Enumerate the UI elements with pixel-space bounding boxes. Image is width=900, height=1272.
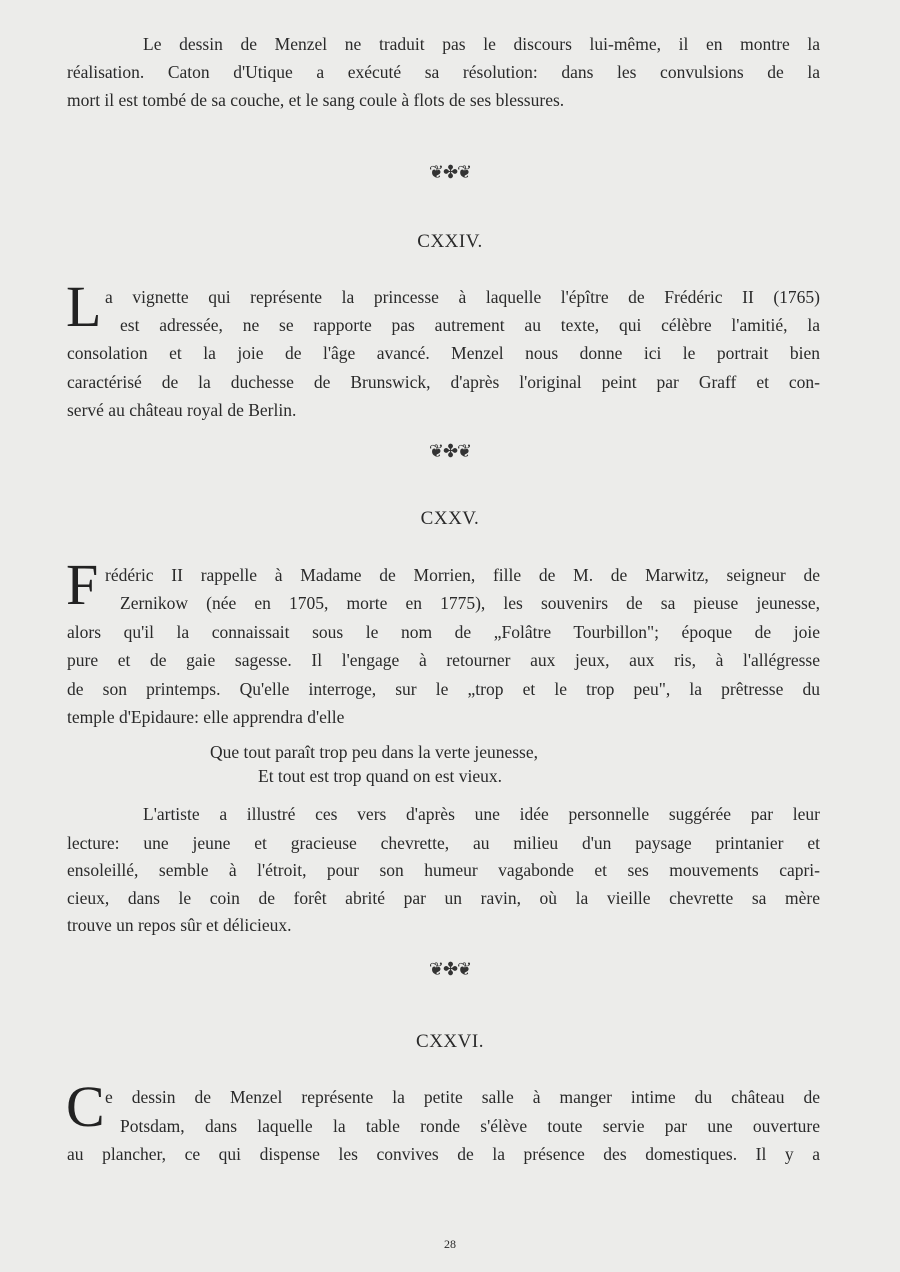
verse-line: Que tout paraît trop peu dans la verte jeunesse,	[210, 742, 539, 762]
text-line: au plancher, ce qui dispense les convives de la présence des domestiques. Il y a	[67, 1144, 820, 1164]
drop-cap: C	[66, 1074, 105, 1139]
text-line: rédéric II rappelle à Madame de Morrien, fille de M. de Marwitz, seigneur de	[105, 565, 820, 585]
ornament-icon: ❦✤❦	[428, 441, 472, 461]
ornament-icon: ❦✤❦	[428, 162, 472, 182]
section-heading: CXXV.	[420, 508, 480, 529]
text-line: consolation et la joie de l'âge avancé. Menzel nous donne ici le portrait bien	[67, 343, 820, 363]
text-line: Le dessin de Menzel ne traduit pas le discours lui-même, il en montre la	[143, 34, 820, 54]
page-number: 28	[444, 1237, 456, 1251]
text-line: cieux, dans le coin de forêt abrité par un ravin, où la vieille chevrette sa mère	[67, 888, 820, 908]
text-line: e dessin de Menzel représente la petite salle à manger intime du château de	[105, 1087, 820, 1107]
text-line: Zernikow (née en 1705, morte en 1775), les souvenirs de sa pieuse jeunesse,	[120, 593, 820, 613]
text-line: réalisation. Caton d'Utique a exécuté sa résolution: dans les convulsions de la	[67, 62, 820, 82]
text-line: pure et de gaie sagesse. Il l'engage à retourner aux jeux, aux ris, à l'allégresse	[67, 650, 820, 670]
section-heading: CXXIV.	[417, 231, 483, 252]
section-heading: CXXVI.	[416, 1031, 484, 1052]
text-line: caractérisé de la duchesse de Brunswick, d'après l'original peint par Graff et con-	[67, 372, 820, 392]
text-line: a vignette qui représente la princesse à laquelle l'épître de Frédéric II (1765)	[105, 287, 820, 307]
verse-line: Et tout est trop quand on est vieux.	[258, 766, 502, 786]
text-line: est adressée, ne se rapporte pas autrement au texte, qui célèbre l'amitié, la	[120, 315, 820, 335]
ornament-icon: ❦✤❦	[428, 959, 472, 979]
text-line: L'artiste a illustré ces vers d'après une idée personnelle suggérée par leur	[143, 804, 820, 824]
text-line: ensoleillé, semble à l'étroit, pour son humeur vagabonde et ses mouvements capri-	[67, 860, 820, 880]
text-line: temple d'Epidaure: elle apprendra d'elle	[67, 707, 345, 727]
drop-cap: F	[66, 552, 99, 617]
text-line: trouve un repos sûr et délicieux.	[67, 915, 292, 935]
drop-cap: L	[66, 274, 102, 339]
text-line: Potsdam, dans laquelle la table ronde s'élève toute servie par une ouverture	[120, 1116, 820, 1136]
text-line: mort il est tombé de sa couche, et le sang coule à flots de ses blessures.	[67, 90, 565, 110]
text-line: alors qu'il la connaissait sous le nom de „Folâtre Tourbillon"; époque de joie	[67, 622, 820, 642]
text-line: de son printemps. Qu'elle interroge, sur le „trop et le trop peu", la prêtresse du	[67, 679, 820, 699]
text-line: servé au château royal de Berlin.	[67, 400, 297, 420]
text-line: lecture: une jeune et gracieuse chevrette, au milieu d'un paysage printanier et	[67, 833, 820, 853]
